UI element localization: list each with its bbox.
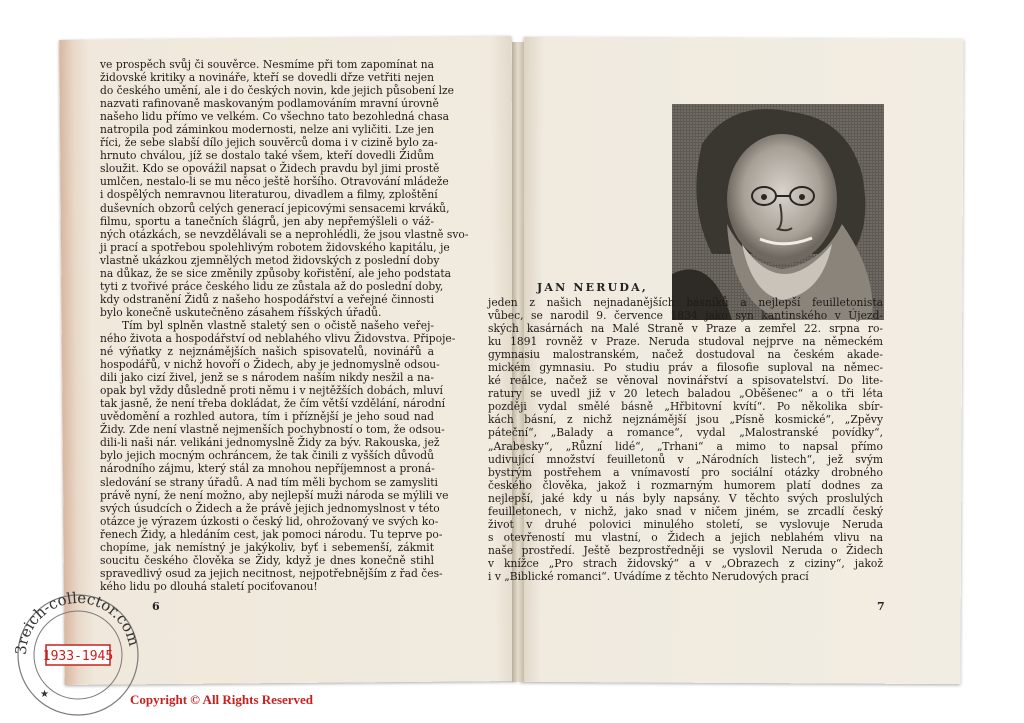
text-line: ké reálce, načež se věnoval novinářství a spisovatelství. Do lite- xyxy=(488,374,883,388)
stamp-site-text: 3reich-collector.com xyxy=(11,588,144,656)
right-page-text xyxy=(488,296,883,583)
text-line: i dospělých nemravnou literaturou, divadlem a filmy, zploštění xyxy=(100,188,438,202)
text-line: ských kasárnách na Malé Straně v Praze a zemřel 22. srpna ro- xyxy=(488,322,883,336)
text-line: řenech Židy, a hledáním cest, jak pomoci národu. Tu teprve po- xyxy=(100,527,443,541)
text-line: udivující množství feuilletonů v „Národních listech“, jež svým xyxy=(488,452,883,466)
text-line: i v „Biblické romanci“. Uvádíme z těchto Nerudových prací xyxy=(488,569,809,583)
text-line: opak byl vždy důsledně proti němu i v nejtěžších dobách, mluví xyxy=(100,384,443,398)
section-heading: JAN NERUDA, xyxy=(537,281,648,294)
text-line: spravedlivý osud za jejich necitnost, nejpotřebnějším z řad čes- xyxy=(100,566,443,580)
left-page-number: 6 xyxy=(152,600,160,613)
text-line: ratury se uvedl již v 20 letech baladou „Oběšenec“ a o tři léta xyxy=(488,387,883,401)
text-line: jeden z našich nejnadanějších básníků a nejlepší feuilletonista xyxy=(488,296,883,309)
text-line: vůbec, se narodil 9. července 1834 jako syn kantinského v Újezd- xyxy=(488,309,883,323)
text-line: bylo jejich mocným ochráncem, že tak činili z vyšších důvodů xyxy=(100,449,434,463)
text-line: ných otázkách, se nevzdělávali se a neprohlédli, že jsou vlastně svo- xyxy=(100,227,469,241)
text-line: právě nyní, že není možno, aby nejlepší muži národa se mýlili ve xyxy=(100,488,449,502)
svg-text:★: ★ xyxy=(40,689,49,700)
text-line: kách básní, z nichž nejznámější jsou „Písně kosmické“, „Zpěvy xyxy=(488,413,883,427)
text-line: gymnasiu malostranském, načež dostudoval na českém akade- xyxy=(488,348,883,362)
text-line: nazvati rafinovaně maskovaným podlamováním mravní úrovně xyxy=(100,97,439,111)
text-line: tyti z tvořivé práce českého lidu ze zůstala až do poslední doby, xyxy=(100,279,444,293)
text-line: Tím byl splněn vlastně staletý sen o očistě našeho veřej- xyxy=(122,318,434,332)
text-line: mickém gymnasiu. Po studiu práv a filosofie suploval na němec- xyxy=(488,361,883,375)
text-line: národního zájmu, který stál za mnohou nepříjemnost a proná- xyxy=(100,462,435,476)
text-line: otázce je výrazem úzkosti o český lid, ohrožovaný ve svých ko- xyxy=(100,514,439,528)
text-line: duševních obzorů celých generací jepicovými sensacemi krváků, xyxy=(100,201,450,215)
text-line: českého člověka, jakož i rozmarným humorem platí dodnes za xyxy=(488,478,883,492)
text-line: říci, že sebe slabší dílo jejich souvěrců doma i v cizině bylo za- xyxy=(100,136,438,150)
text-line: židovské kritiky a novináře, kteří se dovedli dřze vetřiti nejen xyxy=(100,71,434,85)
text-line: kdy odstranění Židů z našeho hospodářství a veřejné činnosti xyxy=(100,292,434,306)
text-line: ji prací a spotřebou spolehlivým robotem židovského kapitálu, je xyxy=(100,240,450,254)
text-line: Židy. Zde není vlastně nejmenších pochybností o tom, že odsou- xyxy=(100,423,445,437)
text-line: dili-li naši nár. velikáni jednomyslně Židy za býv. Rakouska, jež xyxy=(100,436,440,450)
text-line: soucitu českého člověka se Židy, když je dnes konečně stihl xyxy=(100,553,434,567)
jan-neruda-portrait xyxy=(672,104,884,320)
text-line: páteční“, „Balady a romance“, vydal „Malostranské povídky“, xyxy=(488,426,883,440)
text-line: feuilletonech, v nichž, jako snad v ničem jiném, se zrcadlí český xyxy=(488,504,883,518)
text-line: bystrým postřehem a vnímavostí pro sociální otázky drobného xyxy=(488,465,883,479)
text-line: nejlepší, jaké kdy u nás byly napsány. V těchto svých proslulých xyxy=(488,491,883,505)
text-line: filmu, sportu a tanečních šlágrů, jen aby nepřemýšleli o váž- xyxy=(100,214,434,228)
right-page-number: 7 xyxy=(877,600,885,613)
text-line: „Arabesky“, „Různí lidé“, „Trhani“ a mimo to napsal přímo xyxy=(488,439,883,453)
text-line: kého lidu po dlouhá staletí pociťovanou! xyxy=(100,579,318,593)
text-line: našeho lidu přímo ve velkém. Co všechno tato bezohledná chasa xyxy=(100,110,450,124)
watermark-stamp xyxy=(6,585,146,721)
text-line: sloužit. Kdo se opovážil napsat o Židech pravdu byl jimi prostě xyxy=(100,162,440,176)
text-line: na důkaz, že se sice změnily způsoby kořistění, ale jeho podstata xyxy=(100,266,452,280)
text-line: později vydal smělé básně „Hřbitovní kvítí“. Po několika sbír- xyxy=(488,400,883,414)
text-line: hospodářů, v nichž hovoří o Židech, aby je jednomyslně odsou- xyxy=(100,358,440,372)
text-line: umlčen, nestalo-li se mu něco ještě horšího. Otravování mládeže xyxy=(100,175,449,189)
text-line: ve prospěch svůj či souvěrce. Nesmíme při tom zapomínat na xyxy=(100,58,434,71)
text-line: naše prostředí. Ještě bezprostředněji se vyslovil Neruda o Židech xyxy=(488,543,883,557)
text-line: hrnuto chválou, jíž se dostalo také všem, kteří dovedli Židům xyxy=(100,149,434,163)
text-line: né výňatky z nejznámějších našich spisovatelů, novinářů a xyxy=(100,345,434,359)
left-page-text xyxy=(100,58,469,593)
text-line: svých úsudcích o Židech a že právě jejich jednomyslnost v této xyxy=(100,501,440,515)
text-line: tak jasně, že není třeba dokládat, že čím větší vzdělání, národní xyxy=(100,397,446,411)
text-line: v knížce „Pro strach židovský“ a v „Obrazech z ciziny“, jakož xyxy=(488,556,883,570)
text-line: natropila pod záminkou modernosti, nelze ani vyličiti. Lze jen xyxy=(100,123,434,137)
text-line: ného života a hospodářství od neblahého vlivu Židovstva. Připoje- xyxy=(100,331,456,345)
text-line: dili jako cizí živel, jenž se s národem naším nikdy nesžil a na- xyxy=(100,371,434,385)
text-line: uvědomění a rozhled autora, tím i příznější je jeho soud nad xyxy=(100,410,434,424)
text-line: s otevřeností mu vlastní, o Židech a jejich neblahém vlivu na xyxy=(488,530,883,544)
copyright-notice: Copyright © All Rights Reserved xyxy=(130,692,314,707)
text-line: chopíme, jak nemístný je jakýkoliv, byť i sebemenší, zákmit xyxy=(100,540,434,554)
text-line: život v druhé polovici minulého století, se vyslovuje Neruda xyxy=(488,517,883,531)
text-line: do českého umění, ale i do českých novin, kde jejich působení lze xyxy=(100,84,455,98)
text-line: sledování se strany úřadů. A nad tím měli bychom se zamysliti xyxy=(100,475,438,489)
text-line: bylo konečně uskutečněno zásahem říšských úřadů. xyxy=(100,305,382,319)
text-line: vlastně ukázkou zjemnělých metod židovských z poslední doby xyxy=(100,253,440,267)
text-line: ku 1891 rovněž v Praze. Neruda studoval nejprve na německém xyxy=(488,335,883,349)
stamp-years: 1933-1945 xyxy=(42,649,114,664)
